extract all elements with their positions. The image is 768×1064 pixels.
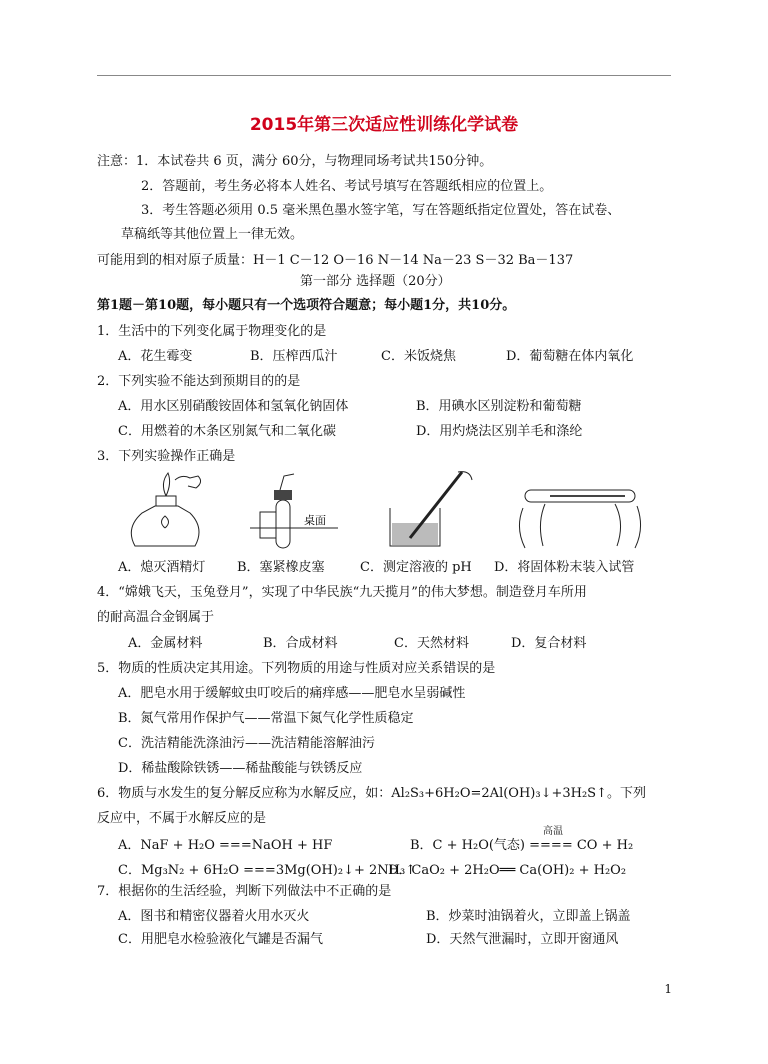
q1-option-c: C．米饭烧焦 [381,349,456,364]
ph-measurement-figure [380,468,480,550]
question-6-stem: 6．物质与水发生的复分解反应称为水解反应，如：Al₂S₃+6H₂O=2Al(OH)₃↓+3H₂S↑。下列 [97,786,646,801]
q4-option-d: D．复合材料 [511,636,587,651]
note-1: 注意：1．本试卷共 6 页，满分 60分，与物理同场考试共150分钟。 [97,154,493,169]
alcohol-lamp-figure [120,468,210,550]
section-header: 第1题－第10题，每小题只有一个选项符合题意；每小题1分，共10分。 [97,298,516,313]
question-6-stem-cont: 反应中，不属于水解反应的是 [97,811,267,826]
q4-option-b: B．合成材料 [263,636,338,651]
q5-option-b: B．氮气常用作保护气——常温下氮气化学性质稳定 [118,711,414,726]
question-1-stem: 1．生活中的下列变化属于物理变化的是 [97,324,327,339]
q1-option-b: B．压榨西瓜汁 [250,349,338,364]
q6-option-a: A．NaF + H₂O ===NaOH + HF [118,838,333,853]
part-title: 第一部分 选择题（20分） [300,274,451,289]
question-7-stem: 7．根据你的生活经验，判断下列做法中不正确的是 [97,884,392,899]
atomic-masses: 可能用到的相对原子质量：H－1 C－12 O－16 N－14 Na－23 S－32 Ba－137 [97,253,574,268]
q2-option-c: C．用燃着的木条区别氮气和二氧化碳 [118,424,336,439]
q4-option-c: C．天然材料 [394,636,469,651]
q1-option-d: D．葡萄糖在体内氧化 [506,349,634,364]
q2-option-b: B．用碘水区别淀粉和葡萄糖 [416,399,582,414]
q2-option-d: D．用灼烧法区别羊毛和涤纶 [416,424,583,439]
q7-option-d: D．天然气泄漏时，立即开窗通风 [426,932,619,947]
q3-option-d: D．将固体粉末装入试管 [494,560,635,575]
q4-option-a: A．金属材料 [128,636,203,651]
note-2: 2．答题前，考生务必将本人姓名、考试号填写在答题纸相应的位置上。 [141,179,553,194]
q5-option-d: D．稀盐酸除铁锈——稀盐酸能与铁锈反应 [118,761,363,776]
header-rule [97,75,671,76]
q7-option-b: B．炒菜时油锅着火，立即盖上锅盖 [426,909,631,924]
desk-label: 桌面 [304,514,326,527]
test-tube-stopper-figure [250,468,340,550]
q2-option-a: A．用水区别硝酸铵固体和氢氧化钠固体 [118,399,349,414]
question-2-stem: 2．下列实验不能达到预期目的的是 [97,374,301,389]
q6-option-c: C．Mg₃N₂ + 6H₂O ===3Mg(OH)₂↓+ 2NH₃↑ [118,863,417,878]
q1-option-a: A．花生霉变 [118,349,193,364]
q3-option-c: C．测定溶液的 pH [360,560,472,575]
question-4-stem-cont: 的耐高温合金钢属于 [97,610,215,625]
q5-option-a: A．肥皂水用于缓解蚊虫叮咬后的痛痒感——肥皂水呈弱碱性 [118,686,466,701]
q6-option-b: B．C + H₂O(气态) ==== CO + H₂ [410,838,634,853]
q3-option-a: A．熄灭酒精灯 [118,560,206,575]
reaction-condition: 高温 [543,826,563,837]
question-3-stem: 3．下列实验操作正确是 [97,449,236,464]
page-number: 1 [664,982,672,996]
q7-option-c: C．用肥皂水检验液化气罐是否漏气 [118,932,323,947]
page-title: 2015年第三次适应性训练化学试卷 [249,115,519,135]
q5-option-c: C．洗洁精能洗涤油污——洗洁精能溶解油污 [118,736,375,751]
note-3: 3．考生答题必须用 0.5 毫米黑色墨水签字笔，写在答题纸指定位置处，答在试卷、 [141,203,621,218]
question-4-stem: 4．“嫦娥飞天，玉兔登月”，实现了中华民族“九天揽月”的伟大梦想。制造登月车所用 [97,585,587,600]
note-3-cont: 草稿纸等其他位置上一律无效。 [121,227,304,242]
powder-into-tube-figure [515,468,645,550]
q3-option-b: B．塞紧橡皮塞 [237,560,325,575]
q6-option-d: D．CaO₂ + 2H₂O══ Ca(OH)₂ + H₂O₂ [388,863,627,878]
q7-option-a: A．图书和精密仪器着火用水灭火 [118,909,310,924]
question-5-stem: 5．物质的性质决定其用途。下列物质的用途与性质对应关系错误的是 [97,661,496,676]
